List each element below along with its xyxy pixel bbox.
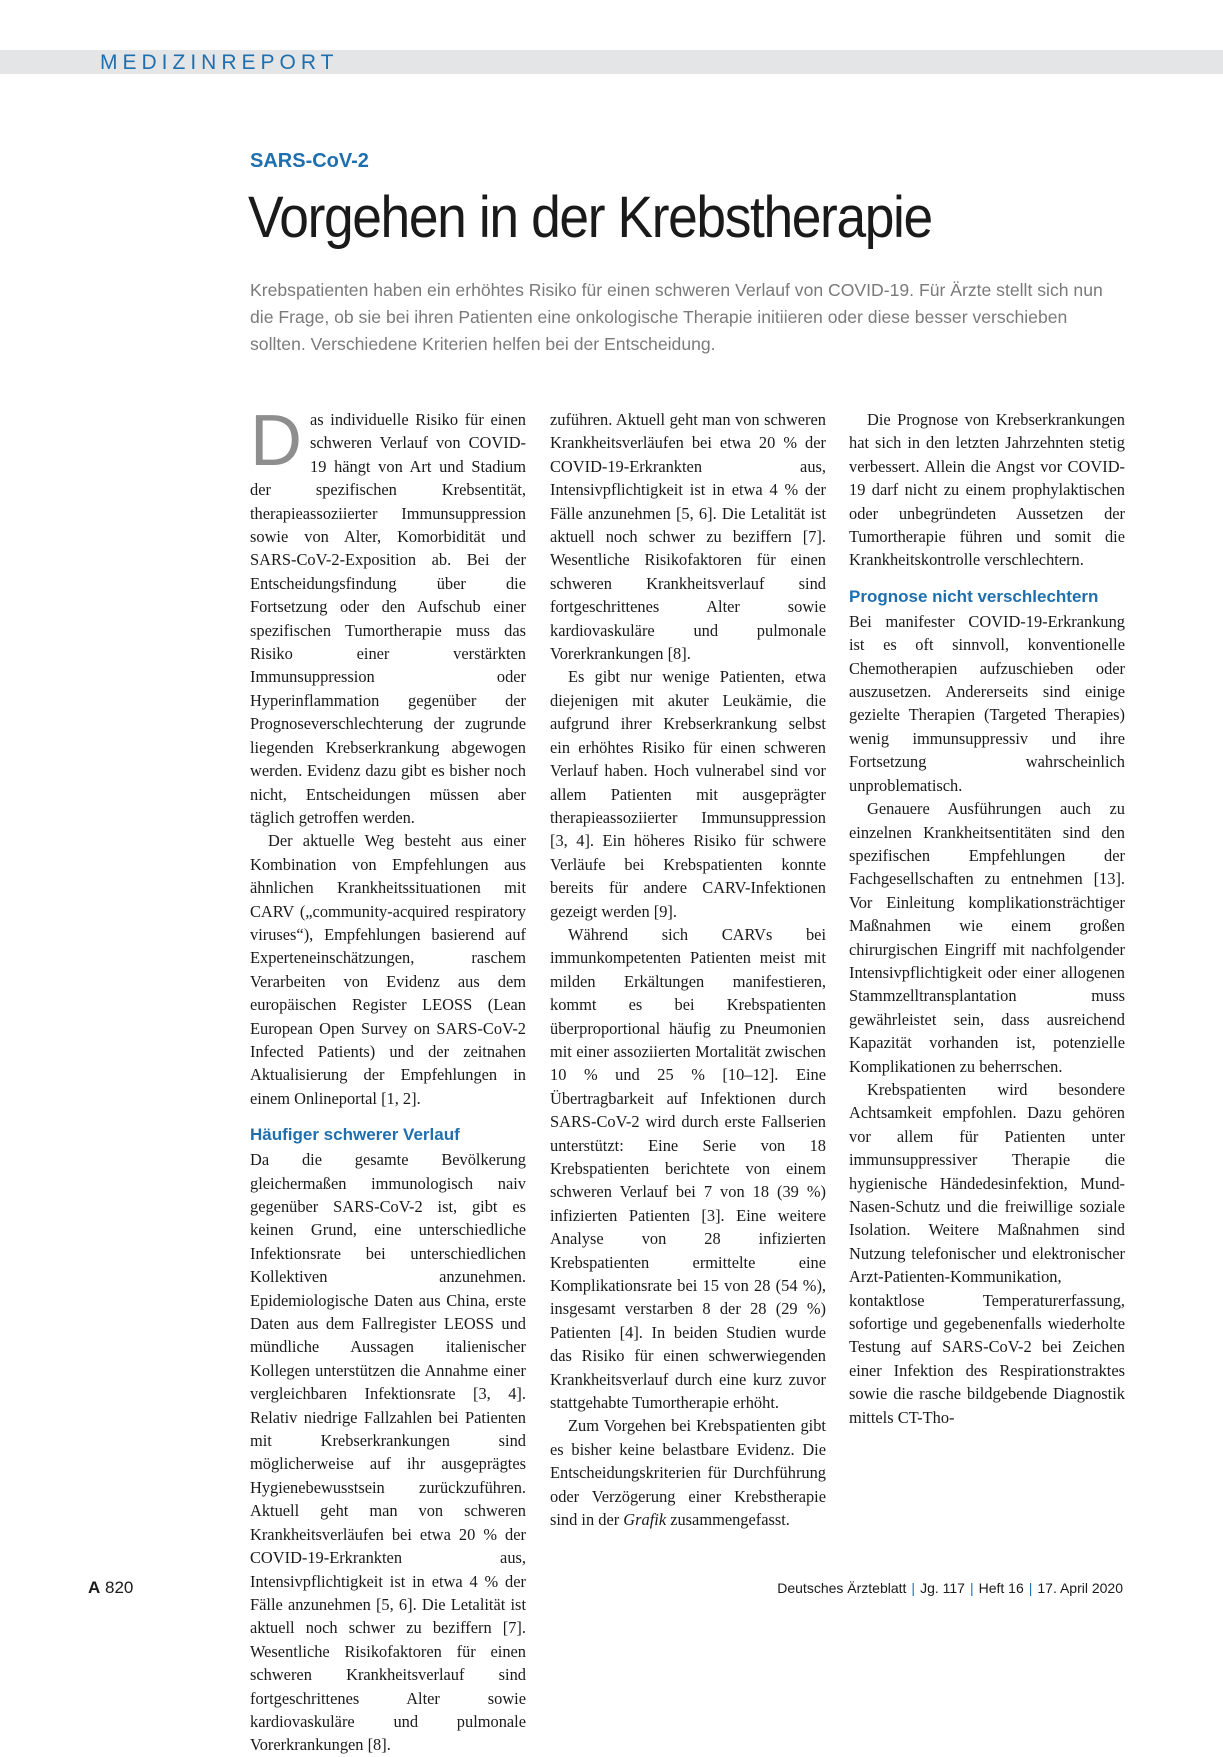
journal-info: Deutsches Ärzteblatt | Jg. 117 | Heft 16 | 17. April 2020 [777,1580,1123,1596]
paragraph: Der aktuelle Weg besteht aus einer Kombination von Empfehlungen aus ähnlichen Krankheitssituationen mit CARV („community-acquired respiratory viruses“), Empfehlungen basierend auf Experteneinschätzungen, raschem Verarbeiten von Evidenz aus dem europäischen Register LEOSS (Lean European Open Survey on SARS-CoV-2 Infected Patients) und der zeitnahen Aktualisierung der Empfehlungen in einem Onlineportal [1, 2]. [250,831,526,1108]
journal-name: Deutsches Ärzteblatt [777,1580,907,1596]
paragraph: Während sich CARVs bei immunkompetenten Patienten meist mit milden Erkältungen manifestieren, kommt es bei Krebspatienten überproportional häufig zu Pneumonien mit einer assoziierten Mortalität zwischen 10 % und 25 % [10–12]. Eine Übertragbarkeit auf Infektionen durch SARS-CoV-2 wird durch erste Fallserien unterstützt: Eine Serie von 18 Krebspatienten berichtete von einem schweren Verlauf bei 7 von 18 (39 %) infizierten Patienten [3]. Eine weitere Analyse von 28 infizierten Krebspatienten ermittelte eine Komplikationsrate bei 15 von 28 (54 %), insgesamt verstarben 8 der 28 (29 %) Patienten [4]. In beiden Studien wurde das Risiko für einen schwerwiegenden Krankheitsverlauf durch eine kurz zuvor stattgehabte Tumortherapie erhöht. [550,924,826,1413]
text-column-1 [250,401,526,1755]
paragraph: Krebspatienten wird besondere Achtsamkeit empfohlen. Dazu gehören vor allem für Patienten unter immunsuppressiver Therapie die hygienische Händedesinfektion, Mund-Nasen-Schutz und die freiwillige soziale Isolation. Weitere Maßnahmen sind Nutzung telefonischer und elektronischer Arzt-Patienten-Kommunikation, kontaktlose Temperaturerfassung, sofortige und gegebenenfalls wiederholte Testung auf SARS-CoV-2 bei Zeichen einer Infektion des Respirationstraktes sowie die rasche bildgebende Diagnostik mittels CT-Tho- [849,1079,1125,1427]
paragraph: Bei manifester COVID-19-Erkrankung ist es oft sinnvoll, konventionelle Chemotherapien aufzuschieben oder auszusetzen. Andererseits sind einige gezielte Therapien (Targeted Therapies) wenig immunsuppressiv und ihre Fortsetzung wahrscheinlich unproblematisch. [849,611,1125,795]
issue: Heft 16 [978,1580,1024,1596]
paragraph: Die Prognose von Krebserkrankungen hat sich in den letzten Jahrzehnten stetig verbessert. Allein die Angst vor COVID-19 darf nicht zu einem prophylaktischen oder unbegründeten Aussetzen der Tumortherapie führen und somit die Krankheitskontrolle verschlechtern. [849,410,1125,570]
page-number: A 820 [88,1578,134,1597]
issue-date: 17. April 2020 [1037,1580,1123,1596]
article-kicker: SARS-CoV-2 [250,150,369,172]
paragraph: Da die gesamte Bevölkerung gleichermaßen immunologisch naiv gegenüber SARS-CoV-2 ist, gibt es keinen Grund, eine unterschiedliche Infektionsrate bei unterschiedlichen Kollektiven anzunehmen. Epidemiologische Daten aus China, erste Daten aus dem Fallregister LEOSS und mündliche Aussagen italienischer Kollegen unterstützen die Annahme einer vergleichbaren Infektionsrate [3, 4]. Relativ niedrige Fallzahlen bei Patienten mit Krebserkrankungen sind möglicherweise auf ihr ausgeprägtes Hygienebewusstsein zurückzuführen. Aktuell geht man von schweren Krankheitsverläufen bei etwa 20 % der COVID-19-Erkrankten aus, Intensivpflichtigkeit ist in etwa 4 % der Fälle anzunehmen [5, 6]. Die Letalität ist aktuell noch schwer zu beziffern [7]. Wesentliche Risikofaktoren für einen schweren Krankheitsverlauf sind fortgeschrittenes Alter sowie kardiovaskuläre und pulmonale Vorerkrankungen [8]. [250,1150,526,1755]
drop-cap: D [250,401,302,481]
section-label: MEDIZINREPORT [100,51,339,74]
paragraph: Es gibt nur wenige Patienten, etwa diejenigen mit akuter Leukämie, die aufgrund ihrer Krebserkrankung selbst ein erhöhtes Risiko für einen schweren Verlauf haben. Hoch vulnerabel sind vor allem Patienten mit ausgeprägter therapieassoziierter Immunsuppression [3, 4]. Ein höheres Risiko für schwere Verläufe bei Krebspatienten konnte bereits für andere CARV-Infektionen gezeigt werden [9]. [550,667,826,921]
volume: Jg. 117 [920,1580,965,1596]
subheading: Prognose nicht verschlechtern [849,586,1099,606]
paragraph: zuführen. Aktuell geht man von schweren Krankheitsverläufen bei etwa 20 % der COVID-19-Erkrankten aus, Intensivpflichtigkeit ist in etwa 4 % der Fälle anzunehmen [5, 6]. Die Letalität ist aktuell noch schwer zu beziffern [7]. Wesentliche Risikofaktoren für einen schweren Krankheitsverlauf sind fortgeschrittenes Alter sowie kardiovaskuläre und pulmonale Vorerkrankungen [8]. [550,410,826,664]
paragraph: Das individuelle Risiko für einen schweren Verlauf von COVID-19 hängt von Art und Stadium der spezifischen Krebsentität, therapieassoziierter Immunsuppression sowie von Alter, Komorbidität und SARS-CoV-2-Exposition ab. Bei der Entscheidungsfindung über die Fortsetzung oder den Aufschub einer spezifischen Tumortherapie muss das Risiko einer verstärkten Immunsuppression oder Hyperinflammation gegenüber der Prognoseverschlechterung der zugrunde liegenden Krebserkrankung abgewogen werden. Evidenz dazu gibt es bisher noch nicht, Entscheidungen müssen aber täglich getroffen werden. [250,401,526,827]
article-lede: Krebspatienten haben ein erhöhtes Risiko für einen schweren Verlauf von COVID-19. Für Ärzte stellt sich nun die Frage, ob sie bei ihren Patienten eine onkologische Therapie initiieren oder diese besser verschieben sollten. Verschiedene Kriterien helfen bei der Entscheidung. [250,280,1103,354]
article-title: Vorgehen in der Krebstherapie [248,185,932,250]
paragraph: Zum Vorgehen bei Krebspatienten gibt es bisher keine belastbare Evidenz. Die Entscheidungskriterien für Durchführung oder Verzögerung einer Krebstherapie sind in der Grafik zusammengefasst. [550,1416,826,1530]
text-column-3 [849,408,1125,1429]
text-column-2 [550,408,826,1530]
paragraph: Genauere Ausführungen auch zu einzelnen Krankheitsentitäten sind den spezifischen Empfehlungen der Fachgesellschaften zu entnehmen [13]. Vor Einleitung komplikationsträchtiger Maßnahmen wie einem großen chirurgischen Eingriff mit nachfolgender Intensivpflichtigkeit oder einer allogenen Stammzelltransplantation muss gewährleistet sein, dass ausreichend Kapazität vorhanden ist, potenzielle Komplikationen zu beherrschen. [849,799,1125,1076]
subheading: Häufiger schwerer Verlauf [250,1125,460,1145]
